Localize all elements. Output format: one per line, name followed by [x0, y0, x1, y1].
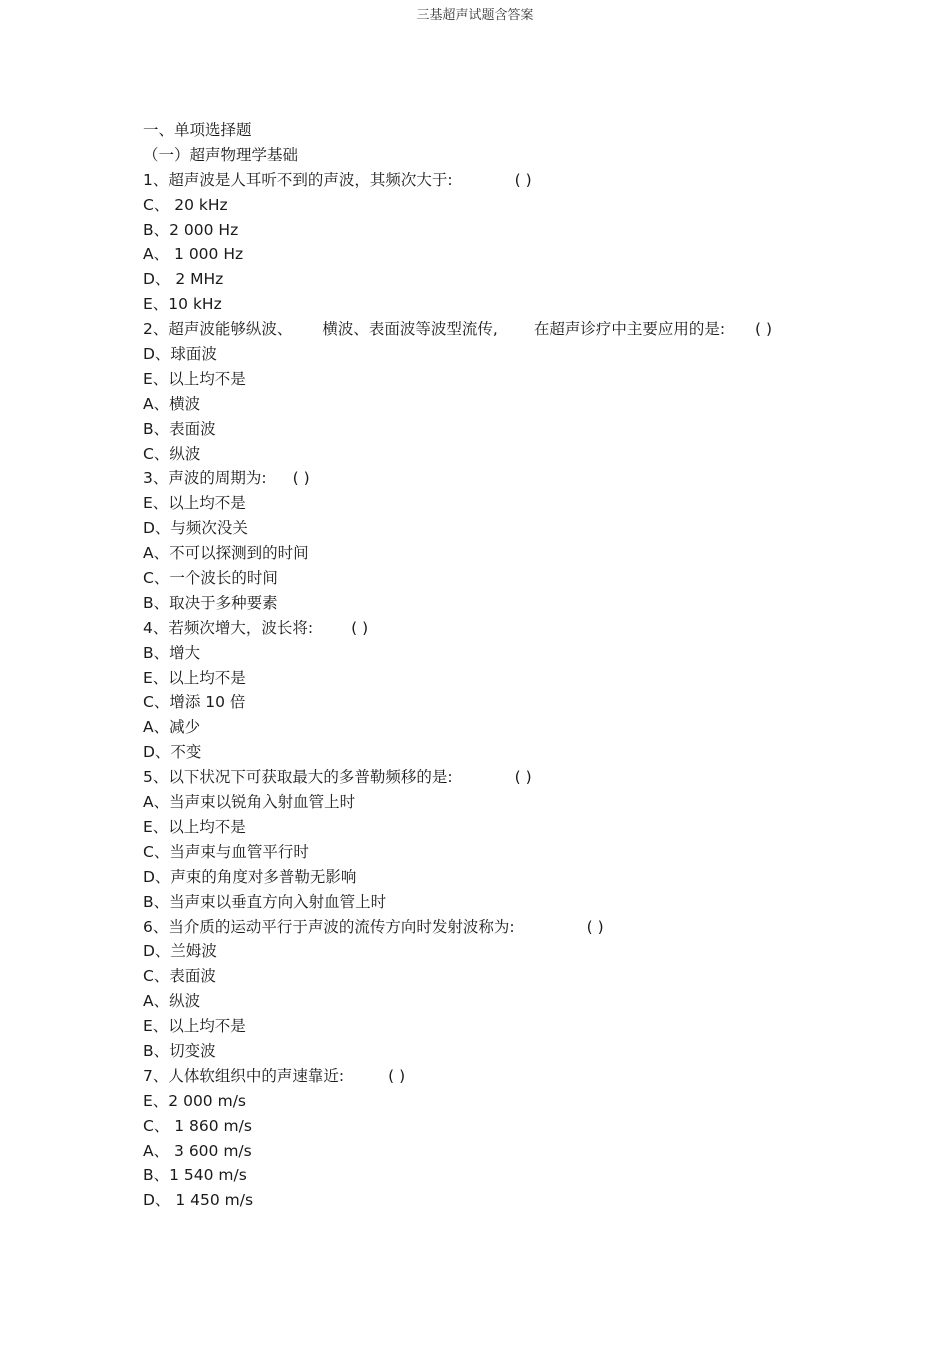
question-list [143, 168, 843, 1213]
question-text: 1、超声波是人耳听不到的声波，其频次大于: [143, 170, 453, 189]
answer-option: B、当声束以垂直方向入射血管上时 [143, 892, 387, 911]
answer-option: B、表面波 [143, 419, 216, 438]
answer-blank: ( ) [514, 170, 532, 189]
answer-option: C、一个波长的时间 [143, 569, 278, 588]
answer-option: C、表面波 [143, 967, 216, 986]
page-header: 三基超声试题含答案 [416, 8, 534, 23]
question-text: 5、以下状况下可获取最大的多普勒频移的是: [143, 768, 453, 787]
question-text: 6、当介质的运动平行于声波的流传方向时发射波称为: [143, 917, 515, 936]
answer-option: D、球面波 [143, 345, 217, 364]
answer-option: A、当声束以锐角入射血管上时 [143, 793, 356, 812]
answer-option: D、不变 [143, 743, 202, 762]
answer-option: B、增大 [143, 643, 201, 662]
answer-option: C、纵波 [143, 444, 201, 463]
question-stem [143, 765, 843, 790]
answer-option: A、 1 000 Hz [143, 245, 244, 264]
answer-option: E、以上均不是 [143, 369, 246, 388]
answer-option: B、切变波 [143, 1041, 216, 1060]
question-stem [143, 317, 843, 342]
question-stem [143, 466, 843, 491]
answer-option: D、声束的角度对多普勒无影响 [143, 867, 357, 886]
answer-option: A、不可以探测到的时间 [143, 544, 309, 563]
answer-option: B、2 000 Hz [143, 220, 239, 239]
answer-option: C、当声束与血管平行时 [143, 842, 309, 861]
answer-blank: ( ) [755, 320, 773, 339]
question-text: 横波、表面波等波型流传, [322, 320, 498, 339]
answer-option: A、横波 [143, 394, 201, 413]
answer-option: A、 3 600 m/s [143, 1141, 252, 1160]
answer-blank: ( ) [388, 1066, 406, 1085]
answer-option: A、纵波 [143, 992, 201, 1011]
question-text: 3、声波的周期为: [143, 469, 267, 488]
answer-option: D、 1 450 m/s [143, 1191, 254, 1210]
section-heading: 一、单项选择题 [143, 121, 252, 139]
answer-option: E、2 000 m/s [143, 1091, 246, 1110]
answer-option: D、 2 MHz [143, 270, 224, 289]
answer-option: D、与频次没关 [143, 519, 248, 538]
answer-option: B、取决于多种要素 [143, 593, 278, 612]
question-stem [143, 168, 843, 193]
answer-blank: ( ) [292, 469, 310, 488]
question-text: 7、人体软组织中的声速靠近: [143, 1066, 345, 1085]
answer-blank: ( ) [514, 768, 532, 787]
answer-option: A、减少 [143, 718, 201, 737]
answer-option: B、1 540 m/s [143, 1166, 247, 1185]
question-text: 在超声诊疗中主要应用的是: [533, 320, 726, 339]
question-stem [143, 616, 843, 641]
subsection-heading: （一）超声物理学基础 [143, 145, 299, 164]
answer-option: E、以上均不是 [143, 494, 246, 513]
answer-option: C、增添 10 倍 [143, 693, 246, 712]
question-stem [143, 915, 843, 940]
answer-option: E、以上均不是 [143, 668, 246, 687]
answer-option: E、10 kHz [143, 295, 222, 314]
answer-option: C、 20 kHz [143, 195, 228, 214]
question-text: 2、超声波能够纵波、 [143, 320, 293, 339]
answer-blank: ( ) [351, 618, 369, 637]
answer-blank: ( ) [586, 917, 604, 936]
document-body [143, 118, 843, 1213]
answer-option: C、 1 860 m/s [143, 1116, 252, 1135]
answer-option: D、兰姆波 [143, 942, 217, 961]
answer-option: E、以上均不是 [143, 1017, 246, 1036]
question-stem [143, 1064, 843, 1089]
answer-option: E、以上均不是 [143, 817, 246, 836]
question-text: 4、若频次增大，波长将: [143, 618, 314, 637]
